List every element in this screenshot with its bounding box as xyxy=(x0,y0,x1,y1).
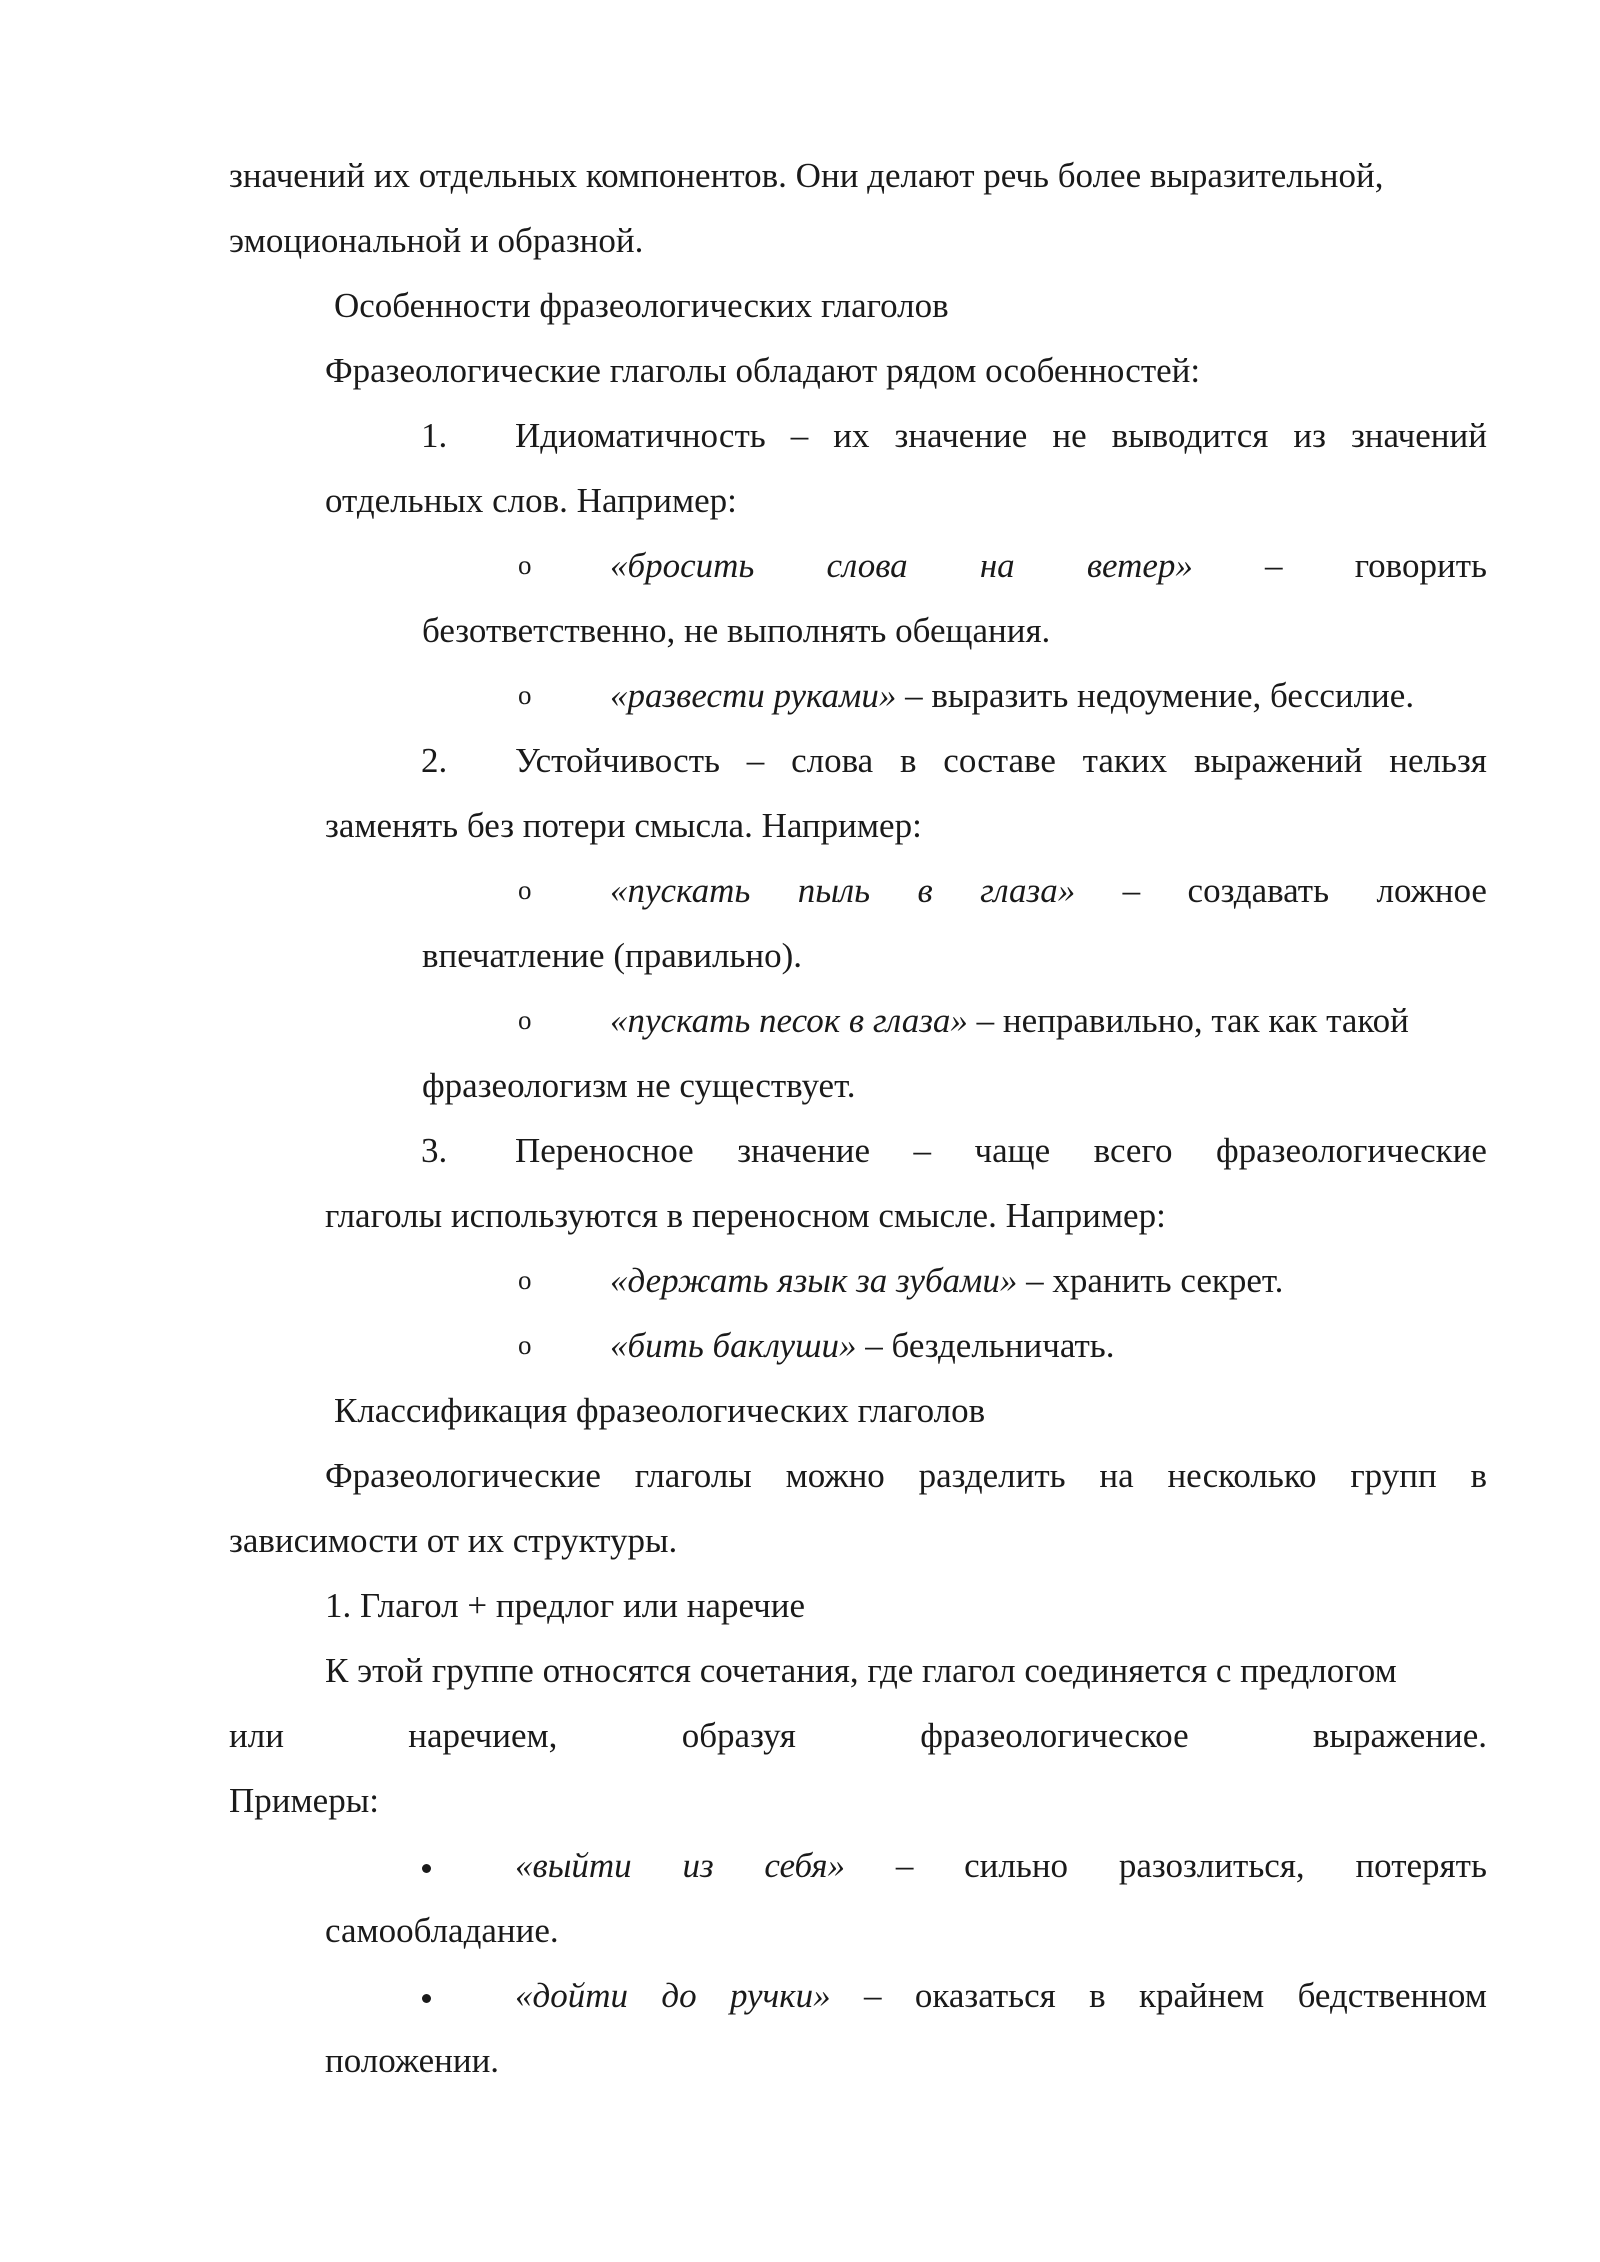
word: крайнем xyxy=(1139,1976,1265,2015)
word: чаще xyxy=(974,1131,1051,1170)
word: – xyxy=(895,1846,914,1885)
word: «выйти xyxy=(515,1846,632,1885)
bullet-2-line-2: положении. xyxy=(325,2041,500,2080)
word: слова xyxy=(791,741,874,780)
word: глаголы xyxy=(634,1456,752,1495)
list-marker-circle: o xyxy=(518,875,532,905)
word: выводится xyxy=(1111,416,1269,455)
word: их xyxy=(833,416,870,455)
word: – xyxy=(790,416,809,455)
word: выражение. xyxy=(1312,1716,1487,1755)
word: таких xyxy=(1082,741,1168,780)
list-item-1-line-2: отдельных слов. Например: xyxy=(325,481,737,520)
word: «бросить xyxy=(610,546,755,585)
example-rest: – неправильно, так как такой xyxy=(967,1001,1409,1040)
word: – xyxy=(863,1976,882,2015)
word: – xyxy=(1122,871,1141,910)
word: значений xyxy=(1350,416,1487,455)
word: в xyxy=(1089,1976,1106,2015)
word: ветер» xyxy=(1086,546,1193,585)
word: Переносное xyxy=(515,1131,694,1170)
word: – xyxy=(746,741,765,780)
example-1-1-line-2: безответственно, не выполнять обещания. xyxy=(422,611,1051,650)
word: образуя xyxy=(681,1716,796,1755)
word: – xyxy=(913,1131,932,1170)
list-marker-circle: o xyxy=(518,550,532,580)
list-item-3-line-1 xyxy=(515,1118,1487,1183)
bullet-2-line-1 xyxy=(515,1963,1487,2028)
word: значение xyxy=(894,416,1028,455)
word: или xyxy=(229,1716,284,1755)
word: до xyxy=(661,1976,697,2015)
list-marker-circle: o xyxy=(518,1265,532,1295)
word: «дойти xyxy=(515,1976,628,2015)
word: оказаться xyxy=(914,1976,1056,2015)
word: бедственном xyxy=(1297,1976,1487,2015)
word: на xyxy=(1099,1456,1134,1495)
word: пыль xyxy=(797,871,871,910)
word: Идиоматичность xyxy=(515,416,766,455)
example-rest: – выразить недоумение, бессилие. xyxy=(896,676,1415,715)
example-3-1 xyxy=(610,1248,1283,1313)
word: в xyxy=(917,871,933,910)
bullet-dot xyxy=(422,1994,431,2003)
word: значение xyxy=(737,1131,871,1170)
list-number-3: 3. xyxy=(421,1131,448,1170)
word: ложное xyxy=(1376,871,1487,910)
intro-line-2: эмоциональной и образной. xyxy=(229,221,644,260)
word: разделить xyxy=(918,1456,1066,1495)
bullet-1-line-2: самообладание. xyxy=(325,1911,559,1950)
word: слова xyxy=(826,546,908,585)
word: фразеологическое xyxy=(920,1716,1189,1755)
word: нельзя xyxy=(1389,741,1487,780)
list-marker-circle: o xyxy=(518,1330,532,1360)
word: в xyxy=(899,741,917,780)
example-2-1-line-1 xyxy=(610,858,1487,923)
list-item-2-line-2: заменять без потери смысла. Например: xyxy=(325,806,922,845)
example-italic: «пускать песок в глаза» xyxy=(610,1001,968,1040)
word: сильно xyxy=(964,1846,1069,1885)
section-lead-features: Фразеологические глаголы обладают рядом особенностей: xyxy=(325,351,1201,390)
word: наречием, xyxy=(408,1716,558,1755)
example-2-2-line-2: фразеологизм не существует. xyxy=(422,1066,856,1105)
example-2-2-line-1 xyxy=(610,988,1409,1053)
word: всего xyxy=(1093,1131,1173,1170)
list-marker-circle: o xyxy=(518,1005,532,1035)
word: на xyxy=(979,546,1015,585)
word: из xyxy=(1293,416,1326,455)
list-number-2: 2. xyxy=(421,741,448,780)
section-heading-classification: Классификация фразеологических глаголов xyxy=(334,1391,986,1430)
list-item-1-line-1 xyxy=(515,403,1487,468)
word: из xyxy=(682,1846,714,1885)
example-italic: «бить баклуши» xyxy=(610,1326,857,1365)
word: – xyxy=(1265,546,1283,585)
example-italic: «держать язык за зубами» xyxy=(610,1261,1018,1300)
word: глаза» xyxy=(980,871,1076,910)
list-item-2-line-1 xyxy=(515,728,1487,793)
word: ручки» xyxy=(729,1976,831,2015)
word: потерять xyxy=(1355,1846,1487,1885)
group-desc-line-2 xyxy=(229,1703,1487,1768)
bullet-1-line-1 xyxy=(515,1833,1487,1898)
word: говорить xyxy=(1354,546,1487,585)
section-lead-classification-line-2: зависимости от их структуры. xyxy=(229,1521,678,1560)
group-desc-line-1: К этой группе относятся сочетания, где глагол соединяется с предлогом xyxy=(325,1651,1397,1690)
word: разозлиться, xyxy=(1118,1846,1305,1885)
intro-line-1: значений их отдельных компонентов. Они делают речь более выразительной, xyxy=(229,156,1384,195)
word: групп xyxy=(1350,1456,1437,1495)
list-marker-circle: o xyxy=(518,680,532,710)
example-2-1-line-2: впечатление (правильно). xyxy=(422,936,803,975)
word: создавать xyxy=(1187,871,1330,910)
example-rest: – бездельничать. xyxy=(856,1326,1115,1365)
word: себя» xyxy=(764,1846,846,1885)
example-3-2 xyxy=(610,1313,1114,1378)
word: выражений xyxy=(1193,741,1363,780)
word: составе xyxy=(943,741,1056,780)
section-lead-classification-line-1 xyxy=(325,1443,1487,1508)
word: Устойчивость xyxy=(515,741,720,780)
example-1-2 xyxy=(610,663,1414,728)
word: не xyxy=(1052,416,1087,455)
list-item-3-line-2: глаголы используются в переносном смысле. Например: xyxy=(325,1196,1166,1235)
list-number-1: 1. xyxy=(421,416,448,455)
word: «пускать xyxy=(610,871,751,910)
bullet-dot xyxy=(422,1864,431,1873)
word: можно xyxy=(785,1456,885,1495)
word: Фразеологические xyxy=(325,1456,601,1495)
word: в xyxy=(1470,1456,1487,1495)
example-italic: «развести руками» xyxy=(610,676,897,715)
example-1-1-line-1 xyxy=(610,533,1487,598)
group-desc-line-3: Примеры: xyxy=(229,1781,379,1820)
example-rest: – хранить секрет. xyxy=(1017,1261,1284,1300)
word: фразеологические xyxy=(1215,1131,1487,1170)
group-title-1: 1. Глагол + предлог или наречие xyxy=(325,1586,805,1625)
section-heading-features: Особенности фразеологических глаголов xyxy=(334,286,949,325)
word: несколько xyxy=(1167,1456,1317,1495)
